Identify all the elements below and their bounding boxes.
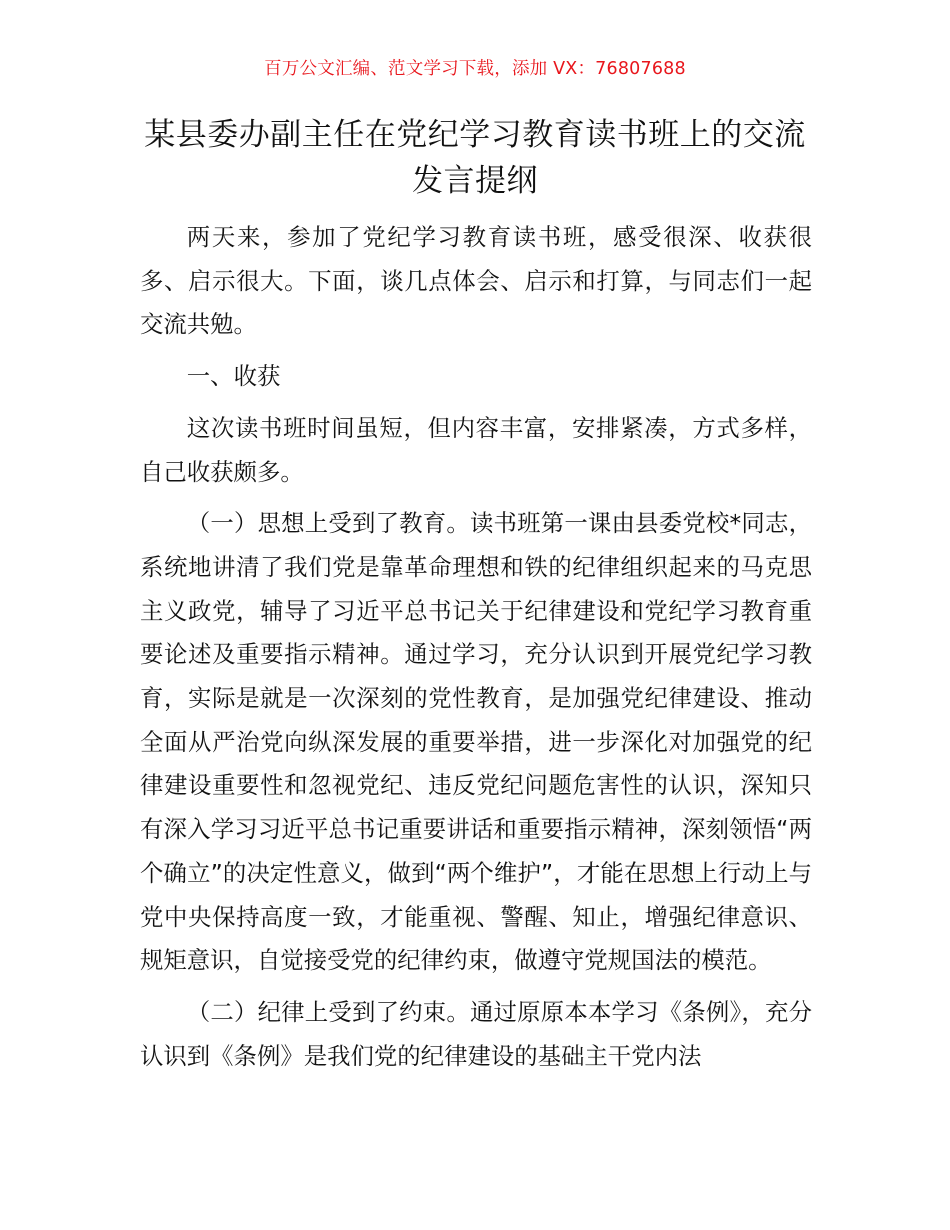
subsection-1-paragraph: （一）思想上受到了教育。读书班第一课由县委党校*同志，系统地讲清了我们党是靠革命理想和铁的纪律组织起来的马克思主义政党，辅导了习近平总书记关于纪律建设和党纪学习教育重要论述及重要指示精神。通过学习，充分认识到开展党纪学习教育，实际是就是一次深刻的党性教育，是加强党纪律建设、推动全面从严治党向纵深发展的重要举措，进一步深化对加强党的纪律建设重要性和忽视党纪、违反党纪问题危害性的认识，深知只有深入学习习近平总书记重要讲话和重要指示精神，深刻领悟“两个确立”的决定性意义，做到“两个维护”，才能在思想上行动上与党中央保持高度一致，才能重视、警醒、知止，增强纪律意识、规矩意识，自觉接受党的纪律约束，做遵守党规国法的模范。: [140, 509, 812, 975]
subsection-2-paragraph: （二）纪律上受到了约束。通过原原本本学习《条例》，充分认识到《条例》是我们党的纪律建设的基础主干党内法: [140, 997, 812, 1070]
document-body: [140, 216, 812, 1086]
intro-paragraph: 两天来，参加了党纪学习教育读书班，感受很深、收获很多、启示很大。下面，谈几点体会、启示和打算，与同志们一起交流共勉。: [140, 223, 812, 339]
promo-banner: 百万公文汇编、范文学习下载，添加 VX：76807688: [264, 59, 686, 79]
gains-summary-paragraph: 这次读书班时间虽短，但内容丰富，安排紧凑，方式多样，自己收获颇多。: [140, 413, 812, 486]
document-title: 某县委办副主任在党纪学习教育读书班上的交流发言提纲: [144, 117, 806, 199]
section-heading-gains: 一、收获: [186, 362, 281, 391]
